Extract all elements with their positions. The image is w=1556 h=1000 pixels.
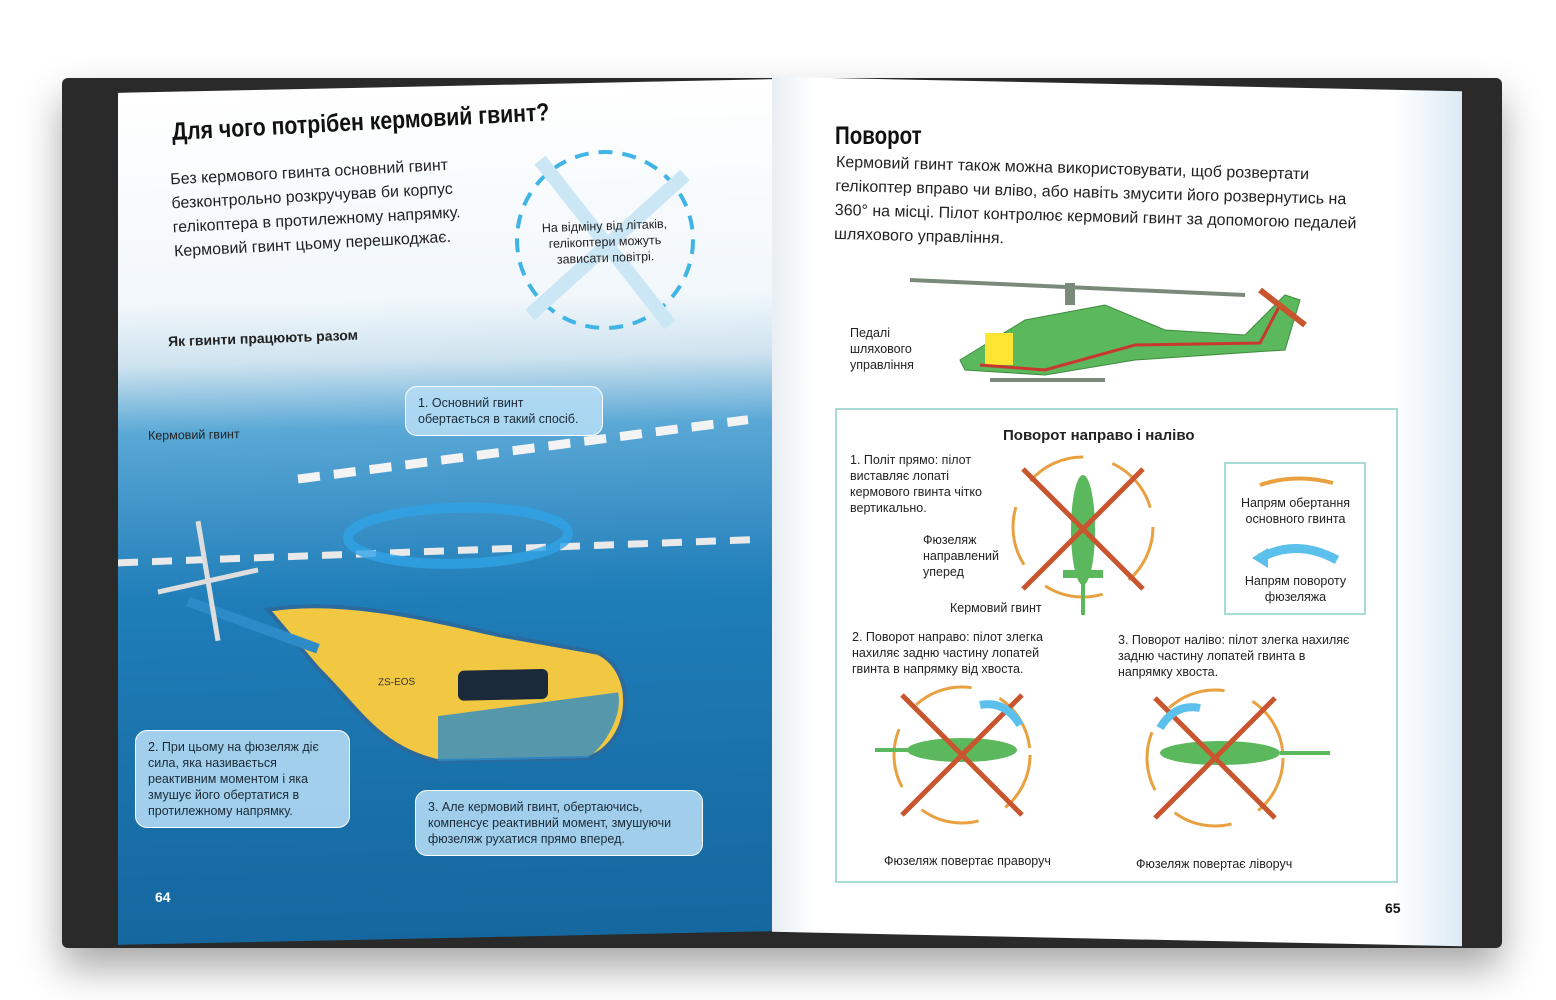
callout-2: 2. При цьому на фюзеляж діє сила, яка називається реактивним моментом і яка змушує його обертатися в протилежному напрямку. bbox=[135, 730, 350, 828]
helicopter-side-diagram bbox=[905, 275, 1315, 390]
pedals-label: Педалі шляхового управління bbox=[850, 326, 914, 372]
turn-left-caption: Фюзеляж повертає ліворуч bbox=[1136, 857, 1293, 871]
helicopter-photo bbox=[118, 409, 773, 943]
intro-text: Без кермового гвинта основний гвинт безконтрольно розкручував би корпус гелікоптера в протилежному напрямку. Кермовий гвинт цьому перешкоджає. bbox=[169, 156, 461, 261]
page-number: 64 bbox=[155, 889, 171, 905]
page-number: 65 bbox=[1385, 900, 1401, 916]
hover-note: На відміну від літаків, гелікоптери можуть зависати повітрі. bbox=[541, 216, 668, 267]
turn-left-diagram bbox=[1140, 688, 1335, 853]
subheading: Як гвинти працюють разом bbox=[167, 326, 359, 350]
legend-main-rotation: Напрям обертання основного гвинта bbox=[1240, 496, 1351, 526]
page-title: Для чого потрібен кермовий гвинт? bbox=[171, 98, 551, 146]
callout-1: 1. Основний гвинт обертається в такий спосіб. bbox=[405, 386, 603, 436]
legend-fuselage-turn: Напрям повороту фюзеляжа bbox=[1244, 574, 1347, 604]
registration-mark: ZS-EOS bbox=[378, 676, 416, 689]
turn-right-diagram bbox=[870, 685, 1040, 850]
diagram-title: Поворот направо і наліво bbox=[1003, 427, 1195, 444]
intro-text: Кермовий гвинт також можна використовувати, щоб розвертати гелікоптер вправо чи вліво, або навіть змусити його розвернутись на 360° на місці. Пілот контролює кермовий гвинт за допомогою педалей шляхового управління. bbox=[833, 153, 1357, 248]
tail-rotor-label: Кермовий гвинт bbox=[950, 601, 1042, 615]
callout-3: 3. Але кермовий гвинт, обертаючись, компенсує реактивний момент, змушуючи фюзеляж рухатися прямо вперед. bbox=[415, 790, 703, 856]
page-title: Поворот bbox=[835, 122, 922, 150]
orange-arrow-icon bbox=[1255, 473, 1335, 493]
step-2-text: 2. Поворот направо: пілот злегка нахиляє задню частину лопатей гвинта в напрямку від хвоста. bbox=[852, 630, 1043, 676]
turn-right-caption: Фюзеляж повертає праворуч bbox=[884, 854, 1051, 868]
blue-arrow-icon bbox=[1252, 538, 1342, 570]
rotation-ring bbox=[348, 505, 568, 566]
fuselage-forward-label: Фюзеляж направлений уперед bbox=[923, 533, 999, 579]
step-3-text: 3. Поворот наліво: пілот злегка нахиляє задню частину лопатей гвинта в напрямку хвоста. bbox=[1118, 633, 1350, 679]
tail-rotor-label: Кермовий гвинт bbox=[147, 427, 240, 443]
straight-flight-diagram bbox=[1005, 455, 1165, 620]
step-1-text: 1. Політ прямо: пілот виставляє лопаті кермового гвинта чітко вертикально. bbox=[850, 453, 982, 515]
